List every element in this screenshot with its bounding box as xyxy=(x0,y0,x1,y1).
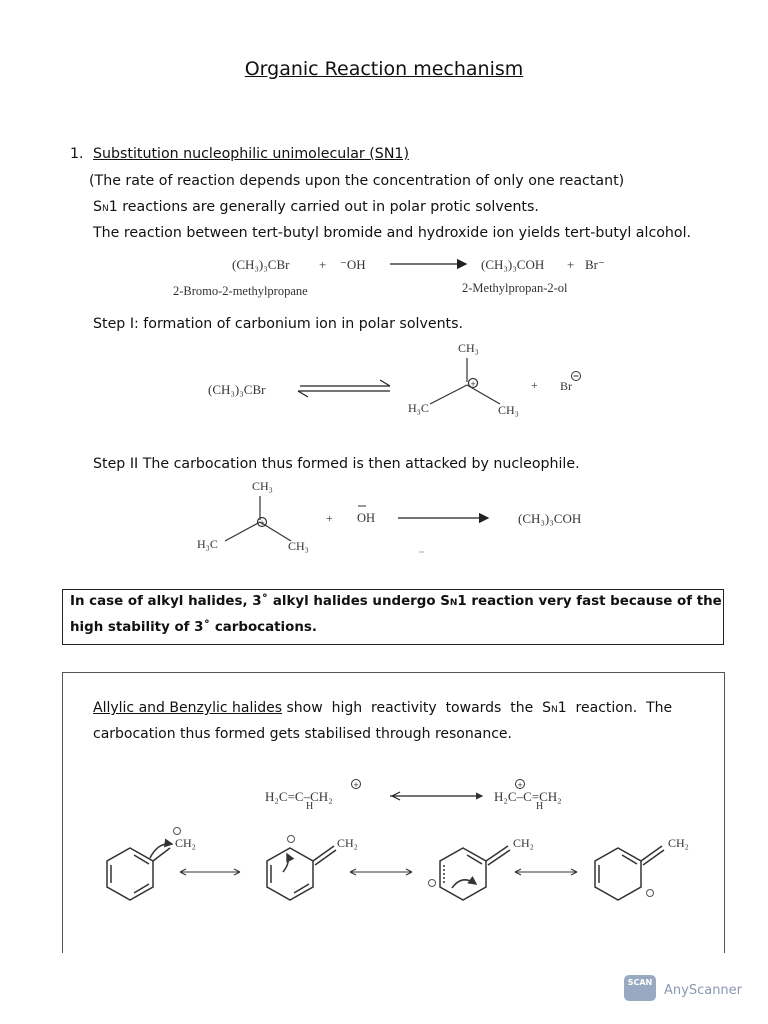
benzyl-ring-3 xyxy=(440,846,510,900)
allyl-left-h: H xyxy=(306,801,314,812)
step2-oh: OH xyxy=(357,511,376,525)
reaction1-name-left: 2-Bromo-2-methylpropane xyxy=(173,284,308,298)
page-title: Organic Reaction mechanism xyxy=(244,58,524,80)
reaction1-product2: Br⁻ xyxy=(585,257,605,272)
reaction1-plus: + xyxy=(319,257,327,272)
scanner-logo-icon: SCAN xyxy=(624,975,656,1001)
allyl-left: H₂C=C–CH₂ xyxy=(265,789,333,804)
reaction1-reactant1: (CH₃)₃CBr xyxy=(232,257,290,272)
reaction1-reactant2: ⁻OH xyxy=(340,257,366,272)
section-heading: Substitution nucleophilic unimolecular (SN1) xyxy=(93,146,409,162)
benzyl-ch2-2: CH₂ xyxy=(337,836,358,850)
step2-carbocation xyxy=(225,496,291,541)
reaction1-name-right: 2-Methylpropan-2-ol xyxy=(462,281,568,295)
reaction1-product1: (CH₃)₃COH xyxy=(481,257,545,272)
step1-reactant: (CH₃)₃CBr xyxy=(208,382,266,397)
step1-ch3-right: CH₃ xyxy=(498,403,519,417)
step2-product: (CH₃)₃COH xyxy=(518,511,582,526)
step1-br: Br xyxy=(560,379,572,393)
step2-plus: + xyxy=(326,511,333,525)
scanner-watermark: AnyScanner xyxy=(664,983,743,998)
benzyl-resonance-arrows xyxy=(180,869,577,875)
step1-plus: + xyxy=(531,378,538,392)
svg-text:+: + xyxy=(353,781,359,789)
benzyl-ring-1 xyxy=(107,844,172,900)
step1-text: Step I: formation of carbonium ion in polar solvents. xyxy=(93,316,464,332)
section-line-2: SN1 reactions are generally carried out in polar protic solvents. xyxy=(93,199,539,215)
section-line-3: The reaction between tert-butyl bromide and hydroxide ion yields tert-butyl alcohol. xyxy=(93,225,692,241)
note-line-2: high stability of 3˚ carbocations. xyxy=(70,620,317,635)
resonance-line-1: Allylic and Benzylic halides show high reactivity towards the SN1 reaction. The xyxy=(93,700,673,716)
reaction1-plus-2: + xyxy=(567,257,575,272)
step2-ch3-right: CH₃ xyxy=(288,539,309,553)
benzyl-ch2-4: CH₂ xyxy=(668,836,689,850)
note-line-1: In case of alkyl halides, 3˚ alkyl halides undergo SN1 reaction very fast because of the xyxy=(70,594,722,609)
svg-text:+: + xyxy=(517,781,523,789)
step1-equilibrium-arrow xyxy=(298,380,390,397)
benzyl-ch2-1: CH₂ xyxy=(175,836,196,850)
step2-h3c: H₃C xyxy=(197,537,218,551)
step2-charge-plus: + xyxy=(259,519,265,527)
step2-text: Step II The carbocation thus formed is then attacked by nucleophile. xyxy=(93,456,580,472)
resonance-line-2: carbocation thus formed gets stabilised through resonance. xyxy=(93,726,512,742)
step1-carbocation xyxy=(430,358,500,404)
benzyl-ch2-3: CH₂ xyxy=(513,836,534,850)
step1-h3c: H₃C xyxy=(408,401,429,415)
allyl-right-h: H xyxy=(536,801,544,812)
allyl-right: H₂C–C=CH₂ xyxy=(494,789,562,804)
step2-ch3-top: CH₃ xyxy=(252,479,273,493)
section-line-1: (The rate of reaction depends upon the concentration of only one reactant) xyxy=(89,173,625,189)
section-number: 1. xyxy=(70,146,84,162)
benzyl-ring-2 xyxy=(267,846,336,900)
step1-charge-plus: + xyxy=(470,380,476,388)
step1-ch3-top: CH₃ xyxy=(458,341,479,355)
